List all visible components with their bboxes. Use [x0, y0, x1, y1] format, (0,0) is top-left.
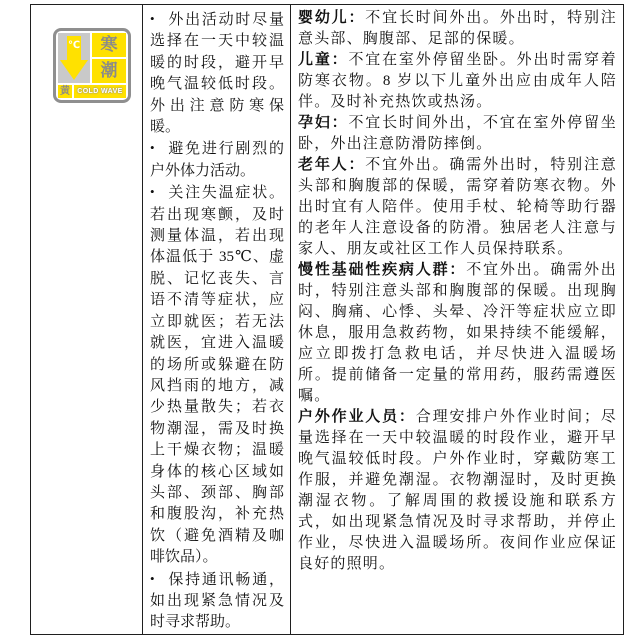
bullet-icon: • [150, 184, 155, 200]
group-item [298, 8, 617, 50]
warning-level-badge: 黄 [60, 86, 70, 97]
group-text: 不宜长时间外出。外出时，特别注意头部、胸腹部、足部的保暖。 [298, 10, 617, 47]
cold-wave-warning-table [30, 4, 624, 635]
temperature-arrow-panel [58, 33, 90, 83]
group-text: 不宜长时间外出，不宜在室外停留坐卧，外出注意防滑防摔倒。 [298, 115, 617, 152]
icon-cell [31, 5, 143, 635]
hanzi-cold: 寒 [92, 33, 126, 57]
warning-icon-bottom-bar [58, 85, 126, 98]
group-label: 婴幼儿： [298, 10, 366, 26]
guideline-text: 避免进行剧烈的户外体力活动。 [150, 141, 284, 179]
guidelines-cell [143, 5, 291, 635]
warning-icon-main-area [58, 33, 126, 83]
guideline-item [150, 138, 284, 182]
group-item [298, 113, 617, 155]
hanzi-wave: 潮 [92, 59, 126, 83]
guideline-text: 关注失温症状。若出现寒颤，及时测量体温，若出现体温低于 35℃、虚脱、记忆丧失、言语不清等症状，应立即就医；若无法就医，宜进入温暖的场所或躲避在防风挡雨的地方，减少热量散失；若衣物潮湿，需及时换上干燥衣物；温暖身体的核心区域如头部、颈部、胸部和腹股沟，补充热饮（避免酒精及咖啡饮品）。 [150, 185, 284, 566]
group-label: 老年人： [298, 157, 366, 173]
guideline-item [150, 182, 284, 568]
guideline-text: 外出活动时尽量选择在一天中较温暖的时段，避开早晚气温较低时段。外出注意防寒保暖。 [150, 12, 284, 136]
group-item [298, 155, 617, 260]
cold-wave-yellow-warning-icon [53, 28, 131, 103]
guideline-text: 保持通讯畅通，如出现紧急情况及时寻求帮助。 [150, 571, 284, 631]
guideline-item [150, 569, 284, 634]
groups-cell [291, 5, 624, 635]
group-label: 慢性基础性疾病人群： [298, 262, 467, 278]
hanzi-column [92, 33, 126, 83]
group-item [298, 50, 617, 113]
group-label: 孕妇： [298, 115, 349, 131]
table-row [31, 5, 624, 635]
group-text: 合理安排户外作业时间；尽量选择在一天中较温暖的时段作业，避开早晚气温较低时段。户外作业时，穿戴防寒工作服，并避免潮湿。衣物潮湿时，及时更换潮湿衣物。了解周围的救援设施和联系方式，如出现紧急情况及时寻求帮助，并停止作业，尽快进入温暖场所。夜间作业应保证良好的照明。 [298, 409, 618, 572]
group-text: 不宜外出。确需外出时，特别注意头部和胸腹部的保暖，需穿着防寒衣物。外出时宜有人陪伴。使用手杖、轮椅等助行器的老年人注意设备的防滑。独居老人注意与家人、朋友或社区工作人员保持联系。 [298, 157, 617, 257]
celsius-label: ℃ [67, 40, 81, 51]
group-label: 户外作业人员： [298, 409, 416, 425]
group-item [298, 407, 617, 575]
bullet-icon: • [150, 570, 155, 586]
group-text: 不宜在室外停留坐卧。外出时需穿着防寒衣物。8 岁以下儿童外出应由成年人陪伴。及时补充热饮或热汤。 [298, 52, 617, 110]
group-label: 儿童： [298, 52, 349, 68]
bullet-icon: • [150, 140, 155, 156]
group-item [298, 260, 617, 407]
down-arrow-icon [58, 33, 90, 83]
cold-wave-english-label: COLD WAVE [74, 85, 126, 98]
group-text: 不宜外出。确需外出时，特别注意头部和胸腹部的保暖。出现胸闷、胸痛、心悸、头晕、冷汗等症状应立即休息，服用急救药物，如果持续不能缓解，应立即拨打急救电话，并尽快进入温暖场所。提前储备一定量的常用药，服药需遵医嘱。 [298, 262, 617, 404]
bullet-icon: • [150, 11, 155, 26]
guideline-item [150, 9, 284, 138]
